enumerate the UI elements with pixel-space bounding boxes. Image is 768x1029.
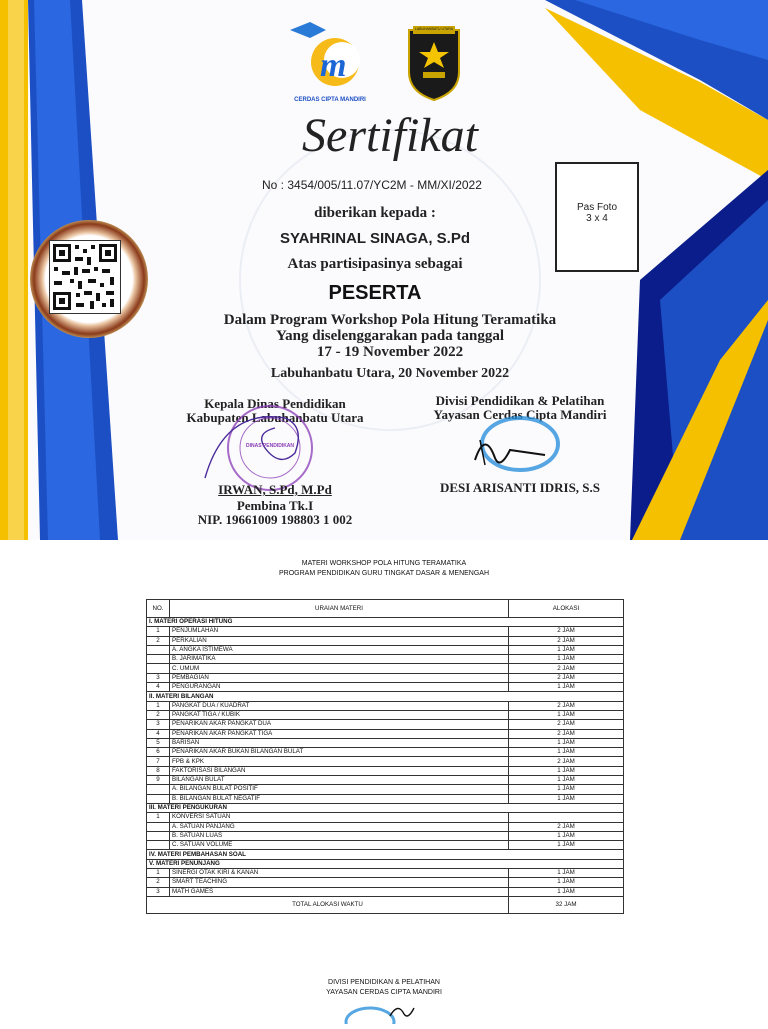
stamp-label: DINAS PENDIDIKAN [245, 443, 295, 449]
table-row [147, 655, 624, 664]
row-no: 4 [147, 729, 170, 738]
right-sign-title-1: Divisi Pendidikan & Pelatihan [435, 393, 605, 408]
photo-placeholder [555, 162, 639, 272]
header-no: NO. [147, 600, 170, 618]
table-row [147, 664, 624, 673]
section-title: V. MATERI PENUNJANG [147, 859, 624, 868]
table-row [147, 822, 624, 831]
row-no: 1 [147, 701, 170, 710]
footer-stamp-signature [340, 996, 430, 1024]
recipient-name: SYAHRINAL SINAGA, S.Pd [279, 230, 471, 247]
gov-emblem-label: LABUHANBATU UTARA [414, 27, 454, 31]
row-no [147, 841, 170, 850]
total-label: TOTAL ALOKASI WAKTU [147, 896, 509, 913]
section-title: III. MATERI PENGUKURAN [147, 803, 624, 812]
place-date: Labuhanbatu Utara, 20 November 2022 [270, 366, 510, 381]
row-alloc: 2 JAM [509, 757, 624, 766]
left-sign-title-1: Kepala Dinas Pendidikan [204, 396, 346, 411]
row-topic: A. SATUAN PANJANG [170, 822, 509, 831]
table-row [147, 766, 624, 775]
row-alloc: 1 JAM [509, 869, 624, 878]
row-no: 7 [147, 757, 170, 766]
row-no [147, 794, 170, 803]
row-no [147, 664, 170, 673]
row-alloc: 1 JAM [509, 748, 624, 757]
row-topic: PENARIKAN AKAR BUKAN BILANGAN BULAT [170, 748, 509, 757]
photo-label-2: 3 x 4 [586, 213, 608, 224]
row-topic: BILANGAN BULAT [170, 776, 509, 785]
row-topic: C. UMUM [170, 664, 509, 673]
row-alloc: 1 JAM [509, 776, 624, 785]
right-sign-name: DESI ARISANTI IDRIS, S.S [439, 480, 601, 495]
row-no: 2 [147, 878, 170, 887]
table-row [147, 794, 624, 803]
row-topic: PENARIKAN AKAR PANGKAT DUA [170, 720, 509, 729]
left-sign-name: IRWAN, S.Pd, M.Pd [218, 482, 332, 497]
table-row [147, 636, 624, 645]
left-sign-rank: Pembina Tk.I [236, 498, 314, 513]
table-row [147, 841, 624, 850]
svg-text:m: m [320, 47, 347, 84]
row-alloc: 2 JAM [509, 822, 624, 831]
row-no: 9 [147, 776, 170, 785]
row-alloc: 2 JAM [509, 673, 624, 682]
section-row [147, 850, 624, 859]
left-sign-title-2: Kabupaten Labuhanbatu Utara [186, 410, 364, 425]
row-no: 1 [147, 627, 170, 636]
row-alloc: 2 JAM [509, 701, 624, 710]
row-alloc: 1 JAM [509, 878, 624, 887]
row-topic: C. SATUAN VOLUME [170, 841, 509, 850]
row-topic: PANGKAT DUA / KUADRAT [170, 701, 509, 710]
row-topic: KONVERSI SATUAN [170, 813, 509, 822]
row-no: 2 [147, 710, 170, 719]
row-topic: B. JARIMATIKA [170, 655, 509, 664]
role-label: PESERTA [328, 282, 422, 304]
materials-footer-2: YAYASAN CERDAS CIPTA MANDIRI [326, 989, 442, 996]
table-row [147, 757, 624, 766]
program-line: Dalam Program Workshop Pola Hitung Teramatika [223, 312, 557, 328]
row-alloc: 1 JAM [509, 683, 624, 692]
row-no [147, 822, 170, 831]
row-no: 3 [147, 887, 170, 896]
row-topic: PENARIKAN AKAR PANGKAT TIGA [170, 729, 509, 738]
row-topic: PENJUMLAHAN [170, 627, 509, 636]
row-topic: B. SATUAN LUAS [170, 831, 509, 840]
row-alloc: 2 JAM [509, 720, 624, 729]
photo-label-1: Pas Foto [576, 202, 618, 213]
row-alloc: 2 JAM [509, 627, 624, 636]
table-row [147, 831, 624, 840]
row-no: 4 [147, 683, 170, 692]
participation-label: Atas partisipasinya sebagai [287, 256, 463, 272]
section-title: II. MATERI BILANGAN [147, 692, 624, 701]
right-sign-title-2: Yayasan Cerdas Cipta Mandiri [433, 407, 607, 422]
total-value: 32 JAM [509, 896, 624, 913]
row-alloc: 1 JAM [509, 738, 624, 747]
row-no [147, 831, 170, 840]
materials-title-2: PROGRAM PENDIDIKAN GURU TINGKAT DASAR & MENENGAH [278, 570, 490, 577]
row-topic: PEMBAGIAN [170, 673, 509, 682]
row-no: 2 [147, 636, 170, 645]
table-row [147, 673, 624, 682]
table-row [147, 776, 624, 785]
row-no: 3 [147, 673, 170, 682]
gov-emblem [405, 22, 463, 102]
row-topic: SINERGI OTAK KIRI & KANAN [170, 869, 509, 878]
table-row [147, 869, 624, 878]
header-topic: URAIAN MATERI [170, 600, 509, 618]
row-no: 1 [147, 813, 170, 822]
header-alloc: ALOKASI [509, 600, 624, 618]
table-row [147, 710, 624, 719]
table-row [147, 887, 624, 896]
row-topic: A. ANGKA ISTIMEWA [170, 645, 509, 654]
materials-footer-1: DIVISI PENDIDIKAN & PELATIHAN [328, 979, 440, 986]
table-row [147, 748, 624, 757]
held-line: Yang diselenggarakan pada tanggal [276, 328, 504, 344]
row-alloc: 1 JAM [509, 841, 624, 850]
section-row [147, 692, 624, 701]
qr-code-icon [49, 240, 121, 314]
certificate-title: Sertifikat [302, 109, 478, 162]
row-alloc: 2 JAM [509, 664, 624, 673]
row-topic: FAKTORISASI BILANGAN [170, 766, 509, 775]
row-no: 6 [147, 748, 170, 757]
total-row [147, 896, 624, 913]
row-alloc: 1 JAM [509, 887, 624, 896]
section-row [147, 618, 624, 627]
section-row [147, 859, 624, 868]
left-sign-nip: NIP. 19661009 198803 1 002 [197, 512, 353, 527]
table-row [147, 701, 624, 710]
materials-title-1: MATERI WORKSHOP POLA HITUNG TERAMATIKA [301, 560, 467, 567]
row-alloc: 1 JAM [509, 655, 624, 664]
row-no: 1 [147, 869, 170, 878]
table-row [147, 683, 624, 692]
row-no: 8 [147, 766, 170, 775]
row-topic: SMART TEACHING [170, 878, 509, 887]
table-row [147, 720, 624, 729]
table-row [147, 785, 624, 794]
table-row [147, 729, 624, 738]
table-row [147, 738, 624, 747]
table-header-row [147, 600, 624, 618]
table-row [147, 645, 624, 654]
org-logo [280, 20, 380, 110]
row-no [147, 645, 170, 654]
row-topic: B. BILANGAN BULAT NEGATIF [170, 794, 509, 803]
row-topic: A. BILANGAN BULAT POSITIF [170, 785, 509, 794]
row-alloc: 1 JAM [509, 785, 624, 794]
row-no [147, 655, 170, 664]
row-topic: PENGURANGAN [170, 683, 509, 692]
row-no: 3 [147, 720, 170, 729]
certificate-number: No : 3454/005/11.07/YC2M - MM/XI/2022 [262, 178, 482, 192]
materials-table [146, 599, 624, 914]
row-alloc: 1 JAM [509, 831, 624, 840]
table-row [147, 627, 624, 636]
row-topic: FPB & KPK [170, 757, 509, 766]
foundation-stamp-signature [455, 410, 565, 480]
row-alloc: 1 JAM [509, 710, 624, 719]
given-to-label: diberikan kepada : [314, 205, 436, 221]
section-title: I. MATERI OPERASI HITUNG [147, 618, 624, 627]
row-alloc: 1 JAM [509, 794, 624, 803]
section-row [147, 803, 624, 812]
row-alloc: 2 JAM [509, 729, 624, 738]
row-no: 5 [147, 738, 170, 747]
row-topic: MATH GAMES [170, 887, 509, 896]
row-topic: PERKALIAN [170, 636, 509, 645]
row-topic: BARISAN [170, 738, 509, 747]
table-row [147, 878, 624, 887]
table-row [147, 813, 624, 822]
row-alloc: 2 JAM [509, 636, 624, 645]
row-alloc: 1 JAM [509, 645, 624, 654]
row-alloc: 1 JAM [509, 766, 624, 775]
row-topic: PANGKAT TIGA / KUBIK [170, 710, 509, 719]
row-no [147, 785, 170, 794]
row-alloc [509, 813, 624, 822]
section-title: IV. MATERI PEMBAHASAN SOAL [147, 850, 624, 859]
org-logo-label: CERDAS CIPTA MANDIRI [294, 97, 366, 103]
event-dates: 17 - 19 November 2022 [316, 344, 464, 360]
